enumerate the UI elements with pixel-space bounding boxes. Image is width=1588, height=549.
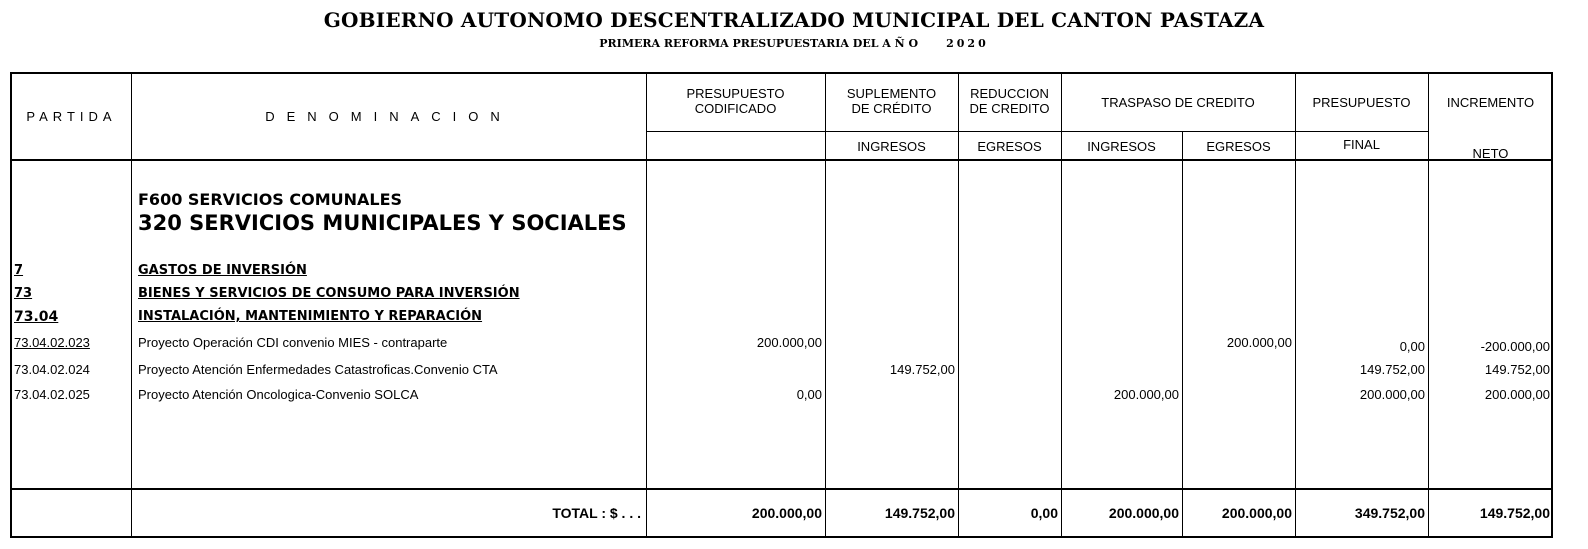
cell-neto: 149.752,00 (1484, 362, 1550, 377)
header-line: SUPLEMENTO (846, 86, 937, 101)
row-code: 73.04.02.023 (14, 335, 90, 350)
cell-final: 149.752,00 (1359, 362, 1425, 377)
group-code: 73.04 (14, 309, 59, 325)
header-subdivider (646, 131, 1428, 132)
row-name: Proyecto Atención Oncologica-Convenio SOLCA (138, 387, 419, 402)
header-traspaso: TRASPASO DE CREDITO (1101, 95, 1255, 110)
header-line: DE CRÉDITO (851, 101, 932, 116)
row-name: Proyecto Operación CDI convenio MIES - contraparte (138, 335, 448, 350)
document-subtitle (0, 37, 1588, 50)
cell-final: 200.000,00 (1359, 387, 1425, 402)
subtitle-text: PRIMERA REFORMA PRESUPUESTARIA DEL A Ñ O (599, 37, 919, 50)
total-tr-egresos: 200.000,00 (1221, 505, 1292, 521)
total-neto: 149.752,00 (1479, 505, 1550, 521)
cell-tr-egresos: 200.000,00 (1226, 335, 1292, 350)
row-code: 73.04.02.024 (14, 362, 90, 377)
total-tr-ingresos: 200.000,00 (1108, 505, 1179, 521)
subheader-ingresos: INGRESOS (857, 139, 926, 154)
subheader-final: FINAL (1343, 137, 1380, 152)
col-divider (1428, 72, 1429, 538)
subheader-egresos: EGRESOS (1206, 139, 1271, 154)
header-presupuesto-codificado (646, 86, 825, 116)
cell-codificado: 200.000,00 (756, 335, 822, 350)
cell-codificado: 0,00 (796, 387, 822, 402)
program-title: 320 SERVICIOS MUNICIPALES Y SOCIALES (138, 211, 627, 235)
header-line: DE CREDITO (969, 101, 1050, 116)
group-name: GASTOS DE INVERSIÓN (138, 263, 307, 278)
header-line: CODIFICADO (694, 101, 777, 116)
row-name: Proyecto Atención Enfermedades Catastroficas.Convenio CTA (138, 362, 498, 377)
group-code: 7 (14, 263, 24, 278)
header-line: PRESUPUESTO (686, 86, 785, 101)
header-denominacion: DENOMINACION (265, 109, 512, 124)
total-suplemento: 149.752,00 (884, 505, 955, 521)
total-final: 349.752,00 (1354, 505, 1425, 521)
group-name: INSTALACIÓN, MANTENIMIENTO Y REPARACIÓN (138, 309, 483, 324)
subheader-ingresos: INGRESOS (1087, 139, 1156, 154)
header-reduccion (958, 86, 1061, 116)
header-line: REDUCCION (970, 86, 1049, 101)
total-row-line (10, 488, 1553, 490)
cell-suplemento: 149.752,00 (889, 362, 955, 377)
subheader-neto: NETO (1472, 146, 1509, 161)
group-name: BIENES Y SERVICIOS DE CONSUMO PARA INVERSIÓN (138, 286, 520, 301)
cell-final: 0,00 (1399, 339, 1425, 354)
subheader-egresos: EGRESOS (977, 139, 1042, 154)
col-divider (131, 72, 132, 538)
header-incremento: INCREMENTO (1446, 95, 1535, 110)
header-partida: PARTIDA (26, 109, 117, 124)
group-code: 73 (14, 286, 33, 301)
document-title: GOBIERNO AUTONOMO DESCENTRALIZADO MUNICIPAL DEL CANTON PASTAZA (323, 8, 1265, 32)
total-codificado: 200.000,00 (751, 505, 822, 521)
header-bottom-line (10, 159, 1553, 161)
subtitle-year: 2020 (946, 37, 989, 50)
col-divider (646, 72, 647, 538)
total-reduccion: 0,00 (1030, 505, 1058, 521)
function-title: F600 SERVICIOS COMUNALES (138, 190, 403, 209)
cell-neto: 200.000,00 (1484, 387, 1550, 402)
row-code: 73.04.02.025 (14, 387, 90, 402)
cell-neto: -200.000,00 (1480, 339, 1550, 354)
header-presupuesto-final: PRESUPUESTO (1312, 95, 1411, 110)
cell-tr-ingresos: 200.000,00 (1113, 387, 1179, 402)
total-label: TOTAL : $ . . . (552, 505, 641, 521)
header-suplemento (825, 86, 958, 116)
